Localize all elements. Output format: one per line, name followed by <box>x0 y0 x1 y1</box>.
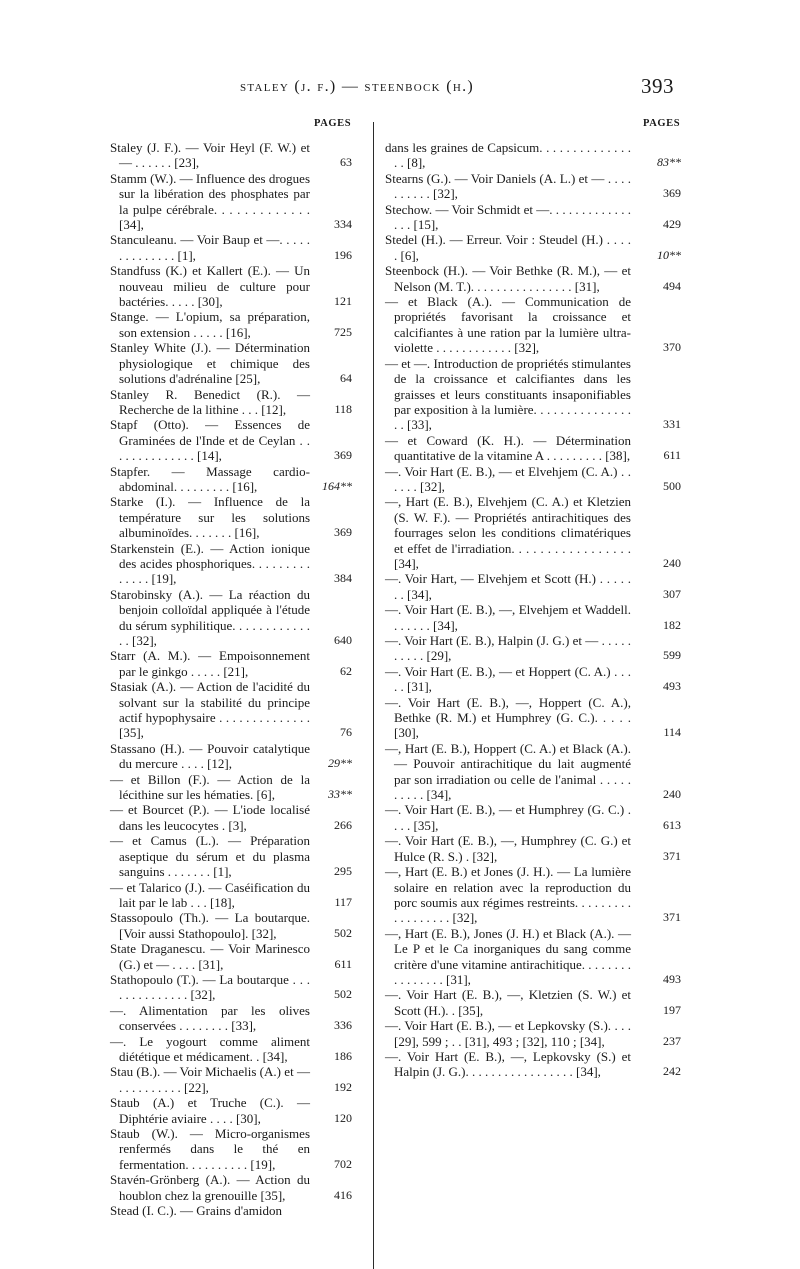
entry-text: —, Hart (E. B.), Jones (J. H.) et Black (A.). — Le P et le Ca inorganiques du sang comme critère d'une vitamine antirachitique. . . . . . . . . . . . . . . . [31], <box>385 925 631 987</box>
index-entry <box>110 232 352 263</box>
entry-text: —. Voir Hart (E. B.), —, Humphrey (C. G.) et Hulce (R. S.) . [32], <box>385 833 631 864</box>
entry-page-number: 182 <box>663 617 681 632</box>
index-entry <box>110 494 352 541</box>
entry-page-number: 369 <box>663 186 681 201</box>
index-entry <box>385 602 681 633</box>
entry-text: —, Hart (E. B.) et Jones (J. H.). — La lumière solaire en relation avec la reproduction du porc soumis aux régimes restreints. . . . . . . . . . . . . . . . . . [32], <box>385 864 631 926</box>
entry-page-number: 10** <box>657 247 681 262</box>
index-entry <box>110 1033 352 1065</box>
index-entry <box>385 294 681 356</box>
entry-page-number: 640 <box>334 633 352 647</box>
entry-page-number: 384 <box>334 571 352 586</box>
pages-column-heading: PAGES <box>314 118 352 129</box>
entry-page-number: 599 <box>663 648 681 663</box>
entry-text: —. Voir Hart (E. B.), — et Humphrey (G. C.) . . . . [35], <box>385 802 631 833</box>
entry-text: Staub (W.). — Micro-organismes renfermés dans le thé en fermentation. . . . . . . . . . [19], <box>110 1126 310 1172</box>
index-entry <box>110 1002 352 1034</box>
entry-text: — et Camus (L.). — Préparation aseptique du sérum et du plasma sanguins . . . . . . . [1], <box>110 833 310 880</box>
entry-text: Stead (I. C.). — Grains d'amidon <box>110 1203 283 1219</box>
entry-text: —, Hart (E. B.), Elvehjem (C. A.) et Kletzien (S. W. F.). — Propriétés antirachitiques des fourrages selon les conditions climatériques et effet de l'irradiation. . . . . . . . . . . . . . . . . [34], <box>385 494 631 571</box>
entry-text: Stassopoulo (Th.). — La boutarque. [Voir aussi Stathopoulo]. [32], <box>110 910 310 941</box>
entry-text: — et Coward (K. H.). — Détermination quantitative de la vitamine A . . . . . . . . . [38], <box>385 432 631 464</box>
entry-page-number: 371 <box>663 848 681 863</box>
entry-text: dans les graines de Capsicum. . . . . . . . . . . . . . . . [8], <box>385 140 631 171</box>
entry-page-number: 725 <box>334 324 352 339</box>
entry-page-number: 266 <box>334 817 352 832</box>
index-entry <box>110 910 352 941</box>
entry-text: —. Voir Hart (E. B.), — et Lepkovsky (S.). . . . [29], 599 ; . . [31], 493 ; [32], 110 ; [34], <box>385 1018 631 1049</box>
index-entry <box>385 694 681 741</box>
entry-text: Staley (J. F.). — Voir Heyl (F. W.) et — . . . . . . [23], <box>110 140 310 171</box>
entry-text: Stanley White (J.). — Détermination physiologique et chimique des solutions d'adrénaline [25], <box>110 340 310 387</box>
entry-page-number: 502 <box>334 925 352 940</box>
index-entry <box>385 802 681 833</box>
entry-text: Stassano (H.). — Pouvoir catalytique du mercure . . . . [12], <box>110 740 310 772</box>
index-entry <box>110 971 352 1003</box>
entry-text: Standfuss (K.) et Kallert (E.). — Un nouveau milieu de culture pour bactéries. . . . . [30], <box>110 263 310 310</box>
entry-page-number: 242 <box>663 1064 681 1079</box>
entry-page-number: 62 <box>340 663 352 678</box>
entry-text: —. Voir Hart (E. B.), —, Kletzien (S. W.) et Scott (H.). . [35], <box>385 987 631 1018</box>
entry-page-number: 429 <box>663 217 681 232</box>
index-entry <box>110 771 352 803</box>
entry-text: — et —. Introduction de propriétés stimulantes de la croissance et calcifiantes dans les graisses et leurs constituants insaponifiables par exposition à la lumière. . . . . . . . . . . . . . . . . [33], <box>385 355 631 433</box>
entry-list <box>385 140 681 1080</box>
index-entry <box>110 1172 352 1203</box>
index-entry <box>110 417 352 464</box>
entry-page-number: 237 <box>663 1033 681 1048</box>
index-entry <box>110 1064 352 1095</box>
pages-column-heading: PAGES <box>643 118 681 129</box>
index-entry <box>110 140 352 171</box>
index-entry <box>385 663 681 695</box>
entry-page-number: 63 <box>340 155 352 170</box>
entry-text: Stechow. — Voir Schmidt et —. . . . . . . . . . . . . . . . [15], <box>385 201 631 233</box>
entry-text: —. Le yogourt comme aliment diététique et médicament. . [34], <box>110 1033 310 1064</box>
index-entry <box>385 355 681 433</box>
entry-page-number: 240 <box>663 555 681 570</box>
running-title: staley (j. f.) — steenbock (h.) <box>240 78 475 95</box>
entry-text: Stedel (H.). — Erreur. Voir : Steudel (H.) . . . . . [6], <box>385 232 631 263</box>
entry-text: — et Billon (F.). — Action de la lécithine sur les hématies. [6], <box>110 771 310 803</box>
entry-page-number: 83** <box>657 155 681 170</box>
index-entry <box>110 1095 352 1126</box>
entry-text: —. Voir Hart (E. B.), — et Elvehjem (C. A.) . . . . . . [32], <box>385 463 631 494</box>
index-entry <box>385 987 681 1018</box>
index-entry <box>110 679 352 741</box>
page-header <box>0 74 800 104</box>
index-entry <box>385 833 681 864</box>
entry-page-number: 369 <box>334 448 352 463</box>
entry-page-number: 371 <box>663 910 681 925</box>
entry-text: Stasiak (A.). — Action de l'acidité du solvant sur la stabilité du principe actif hypophysaire . . . . . . . . . . . . . . [35], <box>110 679 310 741</box>
entry-page-number: 118 <box>334 401 352 416</box>
entry-page-number: 240 <box>663 787 681 802</box>
entry-text: Stanculeanu. — Voir Baup et —. . . . . . . . . . . . . . [1], <box>110 232 310 263</box>
entry-text: State Draganescu. — Voir Marinesco (G.) et — . . . . [31], <box>110 941 310 972</box>
index-entry <box>385 864 681 926</box>
entry-page-number: 33** <box>328 787 352 802</box>
entry-page-number: 164** <box>322 478 352 493</box>
index-entry <box>110 802 352 833</box>
entry-page-number: 702 <box>334 1156 352 1171</box>
entry-page-number: 121 <box>334 294 352 309</box>
index-entry <box>110 879 352 911</box>
entry-text: Staub (A.) et Truche (C.). — Diphtérie aviaire . . . . [30], <box>110 1095 310 1126</box>
index-entry <box>385 1018 681 1049</box>
entry-text: Steenbock (H.). — Voir Bethke (R. M.), — et Nelson (M. T.). . . . . . . . . . . . . . . . [31], <box>385 263 631 294</box>
entry-text: Stanley R. Benedict (R.). — Recherche de la lithine . . . [12], <box>110 386 310 417</box>
entry-page-number: 192 <box>334 1079 352 1094</box>
entry-page-number: 295 <box>334 864 352 879</box>
entry-page-number: 416 <box>334 1187 352 1202</box>
index-entry <box>385 463 681 495</box>
entry-text: —. Voir Hart (E. B.), Halpin (J. G.) et — . . . . . . . . . . [29], <box>385 633 631 664</box>
index-entry <box>110 1203 310 1218</box>
entry-page-number: 196 <box>334 247 352 262</box>
index-entry <box>110 386 352 418</box>
entry-text: Stapfer. — Massage cardio-abdominal. . . . . . . . . [16], <box>110 463 310 494</box>
entry-text: —. Alimentation par les olives conservées . . . . . . . . [33], <box>110 1002 310 1034</box>
index-entry <box>385 170 681 202</box>
entry-page-number: 64 <box>340 371 352 386</box>
entry-text: —. Voir Hart (E. B.), — et Hoppert (C. A.) . . . . . [31], <box>385 663 631 695</box>
entry-text: Stearns (G.). — Voir Daniels (A. L.) et — . . . . . . . . . . [32], <box>385 170 631 202</box>
index-entry <box>110 740 352 772</box>
index-entry <box>385 633 681 664</box>
entry-page-number: 336 <box>334 1018 352 1033</box>
entry-page-number: 186 <box>334 1048 352 1063</box>
entry-page-number: 611 <box>334 956 352 971</box>
index-entry <box>110 263 352 310</box>
entry-text: —. Voir Hart (E. B.), —, Hoppert (C. A.), Bethke (R. M.) et Humphrey (G. C.). . . . . [30], <box>385 694 631 741</box>
entry-text: — et Black (A.). — Communication de propriétés favorisant la croissance et calcifiantes à une ration par la lumière ultra-violette . . . . . . . . . . . . [32], <box>385 294 631 356</box>
entry-page-number: 493 <box>663 971 681 986</box>
entry-text: Starr (A. M.). — Empoisonnement par le ginkgo . . . . . [21], <box>110 648 310 679</box>
entry-page-number: 369 <box>334 525 352 540</box>
entry-page-number: 493 <box>663 679 681 694</box>
entry-text: Stau (B.). — Voir Michaelis (A.) et — . . . . . . . . . . [22], <box>110 1064 310 1095</box>
index-entry <box>110 170 352 233</box>
entry-text: — et Bourcet (P.). — L'iode localisé dans les leucocytes . [3], <box>110 802 310 833</box>
entry-text: —. Voir Hart, — Elvehjem et Scott (H.) . . . . . . . [34], <box>385 571 631 602</box>
entry-text: Stapf (Otto). — Essences de Graminées de l'Inde et de Ceylan . . . . . . . . . . . . . . [14], <box>110 417 310 464</box>
entry-text: Stavén-Grönberg (A.). — Action du houblon chez la grenouille [35], <box>110 1172 310 1203</box>
entry-page-number: 334 <box>334 217 352 232</box>
index-entry <box>110 833 352 880</box>
entry-text: — et Talarico (J.). — Caséification du lait par le lab . . . [18], <box>110 879 310 910</box>
index-entry <box>385 740 681 803</box>
entry-page-number: 613 <box>663 817 681 832</box>
entry-text: Starkenstein (E.). — Action ionique des acides phosphoriques. . . . . . . . . . . . . . [19], <box>110 540 310 587</box>
index-entry <box>110 941 352 972</box>
index-entry <box>385 925 681 988</box>
entry-page-number: 500 <box>663 478 681 493</box>
entry-text: Stamm (W.). — Influence des drogues sur la libération des phosphates par la pulpe cérébrale. . . . . . . . . . . . . [34], <box>110 170 310 233</box>
index-entry <box>110 463 352 495</box>
entry-page-number: 117 <box>334 894 352 909</box>
entry-page-number: 502 <box>334 987 352 1002</box>
index-entry <box>385 201 681 233</box>
index-entry <box>110 648 352 679</box>
index-entry <box>385 140 681 171</box>
index-entry <box>110 540 352 587</box>
entry-page-number: 197 <box>663 1002 681 1017</box>
index-entry <box>110 1126 352 1172</box>
page-number: 393 <box>641 74 674 98</box>
entry-page-number: 611 <box>663 448 681 463</box>
index-entry <box>385 263 681 294</box>
entry-page-number: 494 <box>663 278 681 293</box>
index-entry <box>385 1048 681 1080</box>
entry-text: Stange. — L'opium, sa préparation, son extension . . . . . [16], <box>110 309 310 340</box>
entry-page-number: 114 <box>663 725 681 740</box>
entry-list <box>110 140 352 1219</box>
entry-text: —, Hart (E. B.), Hoppert (C. A.) et Black (A.). — Pouvoir antirachitique du lait augmenté par son irradiation ou celle de l'animal . . . . . . . . . . [34], <box>385 740 631 803</box>
index-entry <box>110 309 352 340</box>
entry-text: Starobinsky (A.). — La réaction du benjoin colloïdal appliquée à l'étude du sérum syphilitique. . . . . . . . . . . . . . [32], <box>110 586 310 648</box>
entry-page-number: 120 <box>334 1110 352 1125</box>
entry-text: Stathopoulo (T.). — La boutarque . . . . . . . . . . . . . . [32], <box>110 971 310 1003</box>
index-entry <box>385 571 681 602</box>
index-entry <box>385 232 681 263</box>
entry-text: —. Voir Hart (E. B.), —, Elvehjem et Waddell. . . . . . . [34], <box>385 602 631 633</box>
index-entry <box>385 494 681 571</box>
column-divider <box>373 122 374 1269</box>
entry-page-number: 76 <box>340 725 352 740</box>
entry-page-number: 29** <box>328 756 352 771</box>
index-entry <box>385 432 681 464</box>
entry-page-number: 307 <box>663 586 681 601</box>
index-entry <box>110 340 352 387</box>
entry-text: Starke (I.). — Influence de la température sur les solutions albuminoïdes. . . . . . . [16], <box>110 494 310 541</box>
entry-page-number: 370 <box>663 340 681 355</box>
entry-page-number: 331 <box>663 417 681 432</box>
entry-text: —. Voir Hart (E. B.), —, Lepkovsky (S.) et Halpin (J. G.). . . . . . . . . . . . . . . . . [34], <box>385 1048 631 1080</box>
index-entry <box>110 586 352 649</box>
